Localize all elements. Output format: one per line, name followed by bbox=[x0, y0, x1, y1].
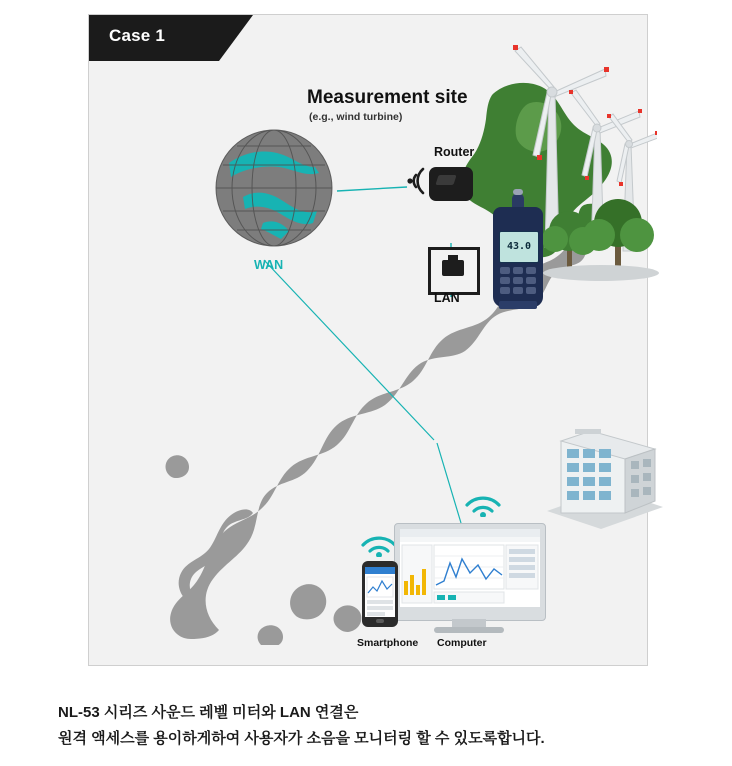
wan-label: WAN bbox=[254, 258, 284, 272]
sound-level-meter bbox=[493, 193, 549, 309]
smartphone-screen bbox=[365, 567, 395, 617]
computer-monitor bbox=[394, 523, 544, 635]
case-card bbox=[88, 14, 648, 666]
building-wifi-icon bbox=[461, 483, 505, 517]
monitor-screen bbox=[400, 529, 540, 607]
meter-body bbox=[493, 207, 543, 307]
lan-label: LAN bbox=[434, 291, 460, 305]
meter-base-badge bbox=[499, 301, 537, 309]
smartphone-home-button bbox=[376, 619, 384, 623]
router-label: Router bbox=[434, 145, 475, 159]
caption-line-1: NL-53 시리즈 사운드 레벨 미터와 LAN 연결은 bbox=[58, 704, 359, 721]
router-wifi-icon bbox=[399, 161, 427, 201]
globe-icon bbox=[209, 123, 339, 253]
trees bbox=[541, 165, 671, 285]
measurement-site-title: Measurement site bbox=[307, 87, 468, 108]
smartphone bbox=[362, 561, 398, 627]
case-label: Case 1 bbox=[109, 26, 166, 45]
caption-line-2: 원격 액세스를 용이하게하여 사용자가 소음을 모니터링 할 수 있도록합니다. bbox=[58, 730, 545, 747]
meter-keypad bbox=[500, 267, 536, 297]
monitor-frame bbox=[394, 523, 546, 621]
meter-display: 43.0 bbox=[499, 231, 539, 263]
office-building bbox=[539, 415, 669, 535]
router-device bbox=[429, 167, 473, 201]
caption bbox=[58, 700, 718, 752]
measurement-site-subtitle: (e.g., wind turbine) bbox=[309, 111, 403, 123]
smartphone-label: Smartphone bbox=[357, 637, 419, 649]
lan-jack-icon bbox=[442, 260, 464, 276]
lan-device bbox=[428, 247, 480, 295]
computer-label: Computer bbox=[437, 637, 487, 649]
monitor-base bbox=[434, 627, 504, 633]
